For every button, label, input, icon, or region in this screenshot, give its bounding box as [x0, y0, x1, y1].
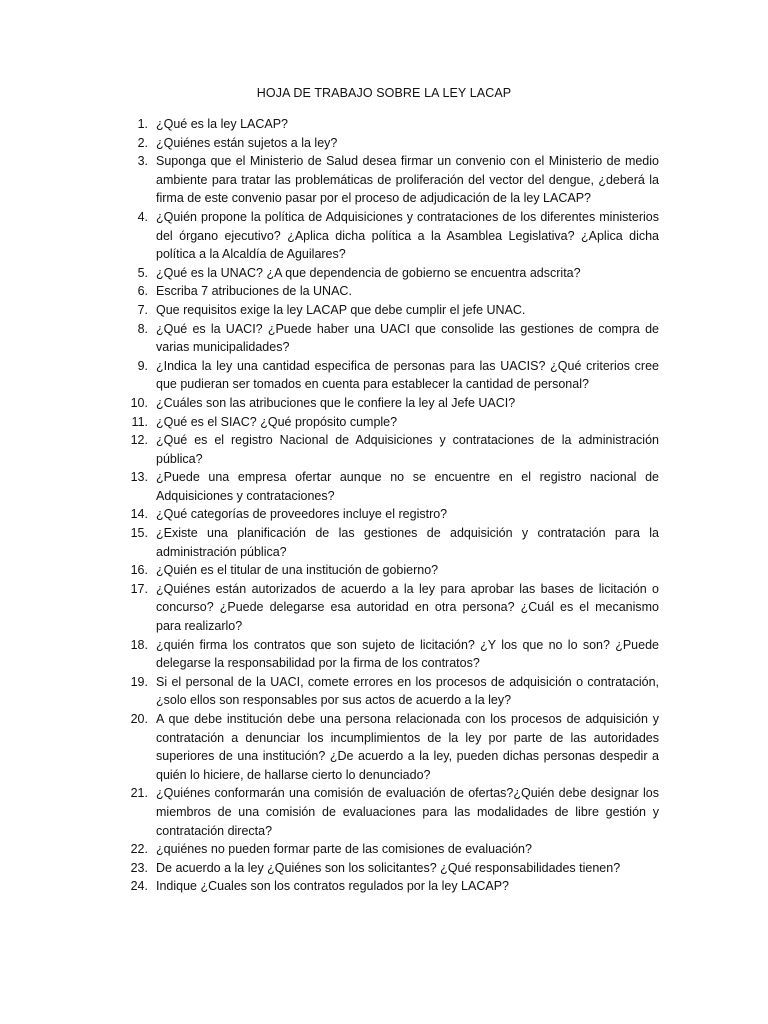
question-item — [114, 784, 659, 840]
question-text: ¿Puede una empresa ofertar aunque no se encuentre en el registro nacional de Adquisiciones y contrataciones? — [156, 470, 659, 503]
question-number: 8. — [137, 321, 148, 336]
question-number: 1. — [137, 117, 148, 131]
question-number: 4. — [137, 209, 148, 224]
question-item — [114, 431, 659, 468]
question-item — [114, 710, 659, 784]
question-text: ¿quién firma los contratos que son sujeto de licitación? ¿Y los que no lo son? ¿Puede delegarse la responsabilidad por la firma de los contratos? — [156, 637, 659, 671]
question-item — [114, 320, 659, 357]
question-number: 17. — [130, 581, 148, 596]
question-item — [114, 152, 659, 208]
question-item — [114, 357, 659, 394]
question-number: 2. — [137, 135, 148, 150]
question-number: 12. — [130, 433, 148, 448]
question-text: ¿Indica la ley una cantidad especifica de personas para las UACIS? ¿Qué criterios cree que pudieran ser tomados en cuenta para establecer la cantidad de personal? — [156, 358, 659, 392]
question-number: 5. — [137, 265, 148, 280]
question-text: ¿Quiénes están sujetos a la ley? — [156, 135, 338, 150]
question-item — [114, 208, 659, 264]
question-item — [114, 840, 659, 859]
question-text: ¿Quiénes están autorizados de acuerdo a la ley para aprobar las bases de licitación o concurso? ¿Puede delegarse esa autoridad en otra persona? ¿Cuál es el mecanismo para realizarlo? — [156, 581, 659, 634]
question-number: 3. — [137, 154, 148, 169]
question-item — [114, 859, 659, 878]
question-list — [114, 115, 659, 896]
question-number: 13. — [130, 470, 148, 485]
question-number: 6. — [137, 284, 148, 299]
question-number: 20. — [130, 712, 148, 726]
question-item — [114, 282, 659, 301]
question-number: 23. — [130, 860, 148, 875]
question-text: ¿Qué es la ley LACAP? — [156, 117, 289, 131]
question-text: ¿Quiénes conformarán una comisión de evaluación de ofertas?¿Quién debe designar los miembros de una comisión de evaluaciones para las modalidades de libre gestión y contratación directa? — [156, 786, 659, 838]
question-item — [114, 301, 659, 320]
document-title: HOJA DE TRABAJO SOBRE LA LEY LACAP — [256, 86, 512, 100]
question-text: ¿Qué categorías de proveedores incluye el registro? — [156, 507, 448, 522]
question-item — [114, 673, 659, 710]
question-text: De acuerdo a la ley ¿Quiénes son los solicitantes? ¿Qué responsabilidades tienen? — [156, 860, 621, 875]
question-number: 14. — [130, 507, 148, 522]
question-number: 19. — [130, 674, 148, 689]
question-number: 10. — [130, 395, 148, 410]
question-item — [114, 561, 659, 580]
question-text: Si el personal de la UACI, comete errores en los procesos de adquisición o contratación, ¿solo ellos son responsables por sus actos de acuerdo a la ley? — [156, 674, 659, 708]
question-text: Suponga que el Ministerio de Salud desea firmar un convenio con el Ministerio de medio ambiente para tratar las problemáticas de proliferación del vector del dengue, ¿deberá la firma de este convenio pasar por el proceso de adjudicación de la ley LACAP? — [156, 154, 659, 206]
question-text: Que requisitos exige la ley LACAP que debe cumplir el jefe UNAC. — [156, 302, 526, 317]
question-text: Indique ¿Cuales son los contratos regulados por la ley LACAP? — [156, 879, 509, 894]
question-text: ¿Cuáles son las atribuciones que le confiere la ley al Jefe UACI? — [156, 395, 516, 410]
question-item — [114, 115, 659, 134]
question-text: ¿Quién es el titular de una institución de gobierno? — [156, 563, 439, 578]
question-item — [114, 413, 659, 432]
question-text: ¿Qué es la UACI? ¿Puede haber una UACI que consolide las gestiones de compra de varias municipalidades? — [156, 321, 659, 355]
question-item — [114, 394, 659, 413]
question-text: ¿Quién propone la política de Adquisiciones y contrataciones de los diferentes ministerios del órgano ejecutivo? ¿Aplica dicha política a la Asamblea Legislativa? ¿Aplica dicha política a la Alcaldía de Aguilares? — [156, 209, 659, 262]
question-number: 9. — [137, 358, 148, 373]
question-number: 24. — [130, 879, 148, 894]
question-number: 16. — [130, 563, 148, 578]
question-item — [114, 580, 659, 636]
question-text: ¿quiénes no pueden formar parte de las comisiones de evaluación? — [156, 842, 532, 857]
question-text: A que debe institución debe una persona relacionada con los procesos de adquisición y contratación a denunciar los incumplimientos de la ley por parte de las autoridades superiores de una institución? ¿De acuerdo a la ley, pueden dichas personas despedir a quién lo hiciere, de hallarse cierto lo denunciado? — [156, 712, 659, 782]
question-text: ¿Qué es el SIAC? ¿Qué propósito cumple? — [156, 414, 398, 429]
question-number: 21. — [130, 786, 148, 801]
question-item — [114, 468, 659, 505]
question-item — [114, 877, 659, 896]
question-number: 15. — [130, 526, 148, 541]
question-text: ¿Qué es la UNAC? ¿A que dependencia de gobierno se encuentra adscrita? — [156, 265, 581, 280]
question-number: 7. — [137, 302, 148, 317]
question-item — [114, 524, 659, 561]
question-text: ¿Qué es el registro Nacional de Adquisiciones y contrataciones de la administración pública? — [156, 433, 659, 466]
question-item — [114, 134, 659, 153]
question-number: 11. — [131, 414, 148, 429]
question-number: 22. — [130, 842, 148, 857]
question-number: 18. — [130, 637, 148, 652]
question-item — [114, 505, 659, 524]
question-item — [114, 636, 659, 673]
question-item — [114, 264, 659, 283]
question-text: Escriba 7 atribuciones de la UNAC. — [156, 284, 352, 299]
question-text: ¿Existe una planificación de las gestiones de adquisición y contratación para la administración pública? — [156, 526, 659, 559]
